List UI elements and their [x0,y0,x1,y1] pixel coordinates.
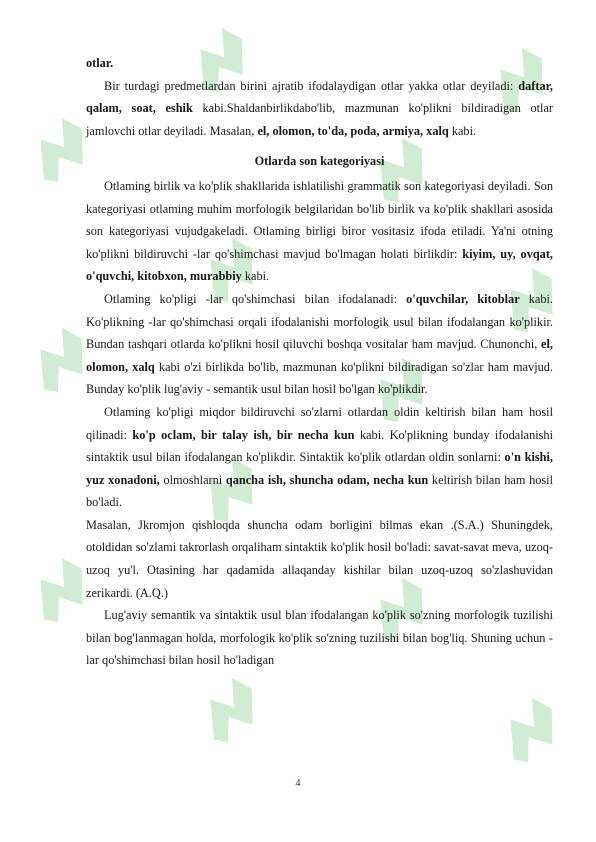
section-heading: Otlarda son kategoriyasi [254,154,385,169]
paragraph-yakka-otlar [86,75,553,143]
green-logo-watermark-icon [180,662,280,757]
text-run: olmoshlarni [159,472,226,487]
text-run: Otlaming birlik va ko'plik shakllarida ishlatilishi grammatik son kategoriyasi deyiladi. Son kategoriyasi otlaming muhim morfologik belgilaridan bo'lib birlik va ko'plik shakllari asosida son kategoriyasi vujudgakeladi. Otlaming birligi biror vositasiz ifoda etiladi. Ya'ni otning ko'plikni bildiruvchi -lar qo'shimchasi mavjud bo'lmagan holati birlikdir: [86,178,553,261]
paragraph-koplik [86,288,553,401]
bold-examples: ko'p oclam, bir talay ish, bir necha kun [132,427,355,442]
text-run: Lug'aviy semantik va sintaktik usul blan ifodalangan ko'plik so'zning morfologik tuzilishi bilan bog'lanmagan holda, morfologik ko'plik so'zning tuzilishi bilan bog'liq. Shuning uchun -lar qo'shimchasi bilan hosil ho'ladigan [86,608,553,668]
text-run: kabi.Shaldanbirlikdabo'lib, mazmunan ko'plikni bildiradigan otlar jamlovchi otlar deyiladi. Masalan, [86,101,553,138]
paragraph-lugaviy [86,604,553,672]
text-run: keltirish bilan ham hosil bo'ladi. [86,472,553,510]
page-number: 4 [295,778,301,789]
text-run: Masalan, Jkromjon qishloqda shuncha odam borligini bilmas ekan .(S.A.) Shuningdek, otoldidan so'zlami takrorlash orqaliham sintaktik ko'plik hosil bo'ladi: savat-savat meva, uzoq-uzoq yu'l. Otasining har qadamida allaqanday kishilar bilan uzoq-uzoq so'zlashuvidan zerikardi. (A.Q.) [86,517,553,600]
bold-examples: o'n kishi, yuz xonadoni, [86,450,553,487]
bold-examples: daftar, qalam, soat, eshik [86,78,553,116]
text-run: kabi. [241,269,270,284]
text-run: kabi. Ko'plikning -lar qo'shimchasi orqali ifodalanishi morfologik usul bilan ifodalangan ko'plikir. Bundan tashqari otlarda ko'plikni hosil qiluvchi boshqa vositalar ham mavjud. Chunonchi, [86,291,553,352]
paragraph-masalan [86,514,553,604]
paragraph-intro [86,52,553,75]
bold-examples: qancha ish, shuncha odam, necha kun [225,472,429,487]
bold-examples: el, olomon, xalq [86,337,553,374]
document-body [86,52,553,672]
bold-examples: el, olomon, to'da, poda, armiya, xalq [257,123,449,138]
text-run: kabi. [448,123,477,138]
paragraph-miqdor [86,401,553,514]
text-run: kabi o'zi birlikda bo'lib, mazmunan ko'plikni bildiradigan so'zlar ham mavjud. Bunday ko'plik lug'aviy - semantik usul bilan hosil bo'lgan ko'plikdir. [86,359,553,397]
text-run: kabi. Ko'plikning bunday ifodalanishi sintaktik usul bilan ifodalangan ko'plikdir. Sintaktik ko'plik otlardan oldin sonlarni: [86,427,553,465]
green-logo-watermark-icon [480,682,580,777]
bold-term: otlar. [86,56,114,70]
text-run: Otlaming ko'pligi miqdor bildiruvchi so'zlarni otlardan oldin keltirish bilan ham hosil qilinadi: [86,404,553,442]
text-run: Otlaming ko'pligi -lar qo'shimchasi bilan ifodalanadi: [104,291,407,306]
bold-examples: kiyim, uy, ovqat, o'quvchi, kitobxon, murabbiy [86,246,553,284]
text-run: Bir turdagi predmetlardan birini ajratib ifodalaydigan otlar yakka otlar deyiladi: [104,78,519,93]
paragraph-son-kategoriyasi [86,175,553,288]
bold-examples: o'quvchilar, kitoblar [406,291,520,306]
